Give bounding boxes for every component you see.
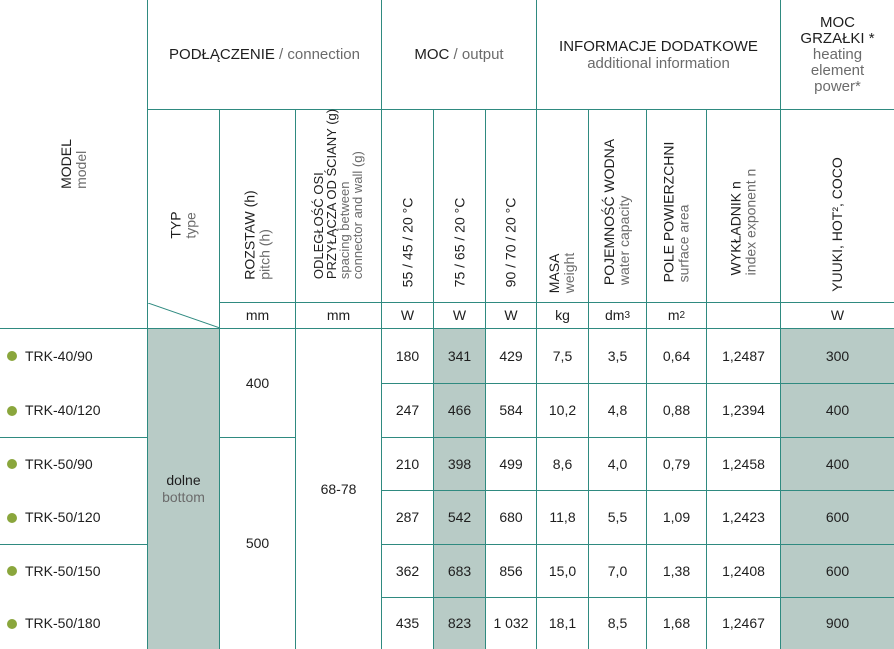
water-capacity-cell: 4,8 (607, 402, 628, 418)
mass-unit: kg (555, 307, 570, 323)
surface-unit: m 2 (667, 307, 686, 323)
output-55-unit: W (400, 307, 415, 323)
model-cell (0, 438, 154, 490)
mass-subheader: MASA weight (546, 252, 578, 294)
output-90-unit: W (504, 307, 518, 323)
type-subheader: TYP type (167, 211, 199, 239)
output-75-subheader: 75 / 65 / 20 °C (451, 197, 467, 288)
exponent-cell: 1,2423 (722, 509, 765, 525)
surface-area-cell: 1,38 (662, 562, 691, 579)
type-value: dolne bottom (162, 472, 205, 505)
output-75-unit: W (452, 307, 467, 323)
pitch-unit: mm (245, 307, 270, 323)
model-name: TRK-50/180 (25, 615, 101, 631)
surface-area-cell: 1,68 (662, 615, 691, 631)
mass-cell: 15,0 (548, 562, 577, 579)
type-unit-diagonal (148, 303, 220, 328)
water-capacity-subheader: POJEMNOŚĆ WODNA water capacity (601, 138, 633, 286)
bullet-icon (7, 351, 17, 361)
output-90-cell: 856 (499, 562, 523, 579)
connection-header: PODŁĄCZENIE / connection (169, 46, 360, 63)
model-cell (0, 329, 154, 383)
output-55-cell: 287 (395, 509, 420, 525)
additional-info-header: INFORMACJE DODATKOWE additional information (559, 37, 758, 72)
output-90-cell: 429 (499, 347, 523, 364)
surface-area-subheader: POLE POWIERZCHNI surface area (660, 141, 692, 283)
model-name: TRK-40/120 (25, 402, 101, 418)
heater-power-cell: 400 (825, 402, 850, 418)
output-75-cell: 823 (447, 615, 472, 631)
model-header: MODEL model (57, 139, 89, 189)
output-75-cell: 341 (447, 347, 472, 364)
mass-cell: 7,5 (552, 347, 573, 364)
exponent-subheader: WYKŁADNIK n index exponent n (727, 168, 759, 276)
heater-power-cell: 400 (825, 455, 850, 472)
output-75-cell: 683 (447, 562, 472, 579)
output-header: MOC / output (414, 46, 504, 63)
heater-types-subheader: YUUKI, HOT², COCO (829, 157, 845, 292)
exponent-cell: 1,2408 (722, 562, 765, 579)
water-capacity-cell: 3,5 (607, 347, 628, 364)
water-capacity-cell: 7,0 (607, 562, 628, 579)
water-capacity-cell: 8,5 (607, 615, 628, 631)
bullet-icon (7, 619, 17, 629)
model-name: TRK-40/90 (25, 347, 93, 364)
surface-area-cell: 0,79 (662, 455, 691, 472)
mass-cell: 11,8 (549, 509, 576, 525)
output-75-cell: 398 (447, 455, 472, 472)
output-55-cell: 210 (395, 455, 420, 472)
output-55-cell: 435 (395, 615, 420, 631)
spacing-subheader: ODLEGŁOŚĆ OSI PRZYŁĄCZA OD ŚCIANY (g) spacing between connector and wall (g) (311, 108, 366, 280)
output-55-subheader: 55 / 45 / 20 °C (399, 197, 415, 288)
output-90-subheader: 90 / 70 / 20 °C (502, 197, 519, 288)
bullet-icon (7, 406, 17, 416)
mass-cell: 10,2 (548, 402, 577, 418)
bullet-icon (7, 459, 17, 469)
pitch-value-400: 400 (245, 374, 270, 391)
output-75-cell: 542 (447, 509, 472, 525)
model-cell (0, 545, 154, 597)
spacing-unit: mm (326, 307, 351, 323)
exponent-cell: 1,2467 (722, 615, 765, 631)
surface-area-cell: 0,64 (662, 347, 691, 364)
model-name: TRK-50/90 (25, 455, 93, 472)
output-90-cell: 584 (499, 402, 523, 418)
heater-power-cell: 300 (825, 347, 850, 364)
pitch-subheader: ROZSTAW (h) pitch (h) (241, 190, 273, 280)
heater-unit: W (830, 307, 845, 323)
output-55-cell: 247 (395, 402, 420, 418)
surface-area-cell: 1,09 (662, 509, 691, 525)
mass-cell: 8,6 (552, 455, 573, 472)
model-name: TRK-50/150 (25, 562, 101, 579)
water-capacity-cell: 4,0 (607, 455, 628, 472)
bullet-icon (7, 513, 17, 523)
model-cell (0, 598, 154, 649)
heater-power-cell: 900 (825, 615, 850, 631)
model-cell (0, 491, 154, 544)
heating-element-header: MOC GRZAŁKI * heating element power* (800, 13, 875, 95)
pitch-value-500: 500 (245, 535, 270, 551)
model-name: TRK-50/120 (25, 509, 101, 525)
spacing-value: 68-78 (320, 480, 357, 497)
output-90-cell: 1 032 (493, 615, 529, 631)
heater-power-cell: 600 (825, 509, 850, 525)
output-75-cell: 466 (447, 402, 472, 418)
output-90-cell: 680 (499, 509, 523, 525)
water-unit: dm 3 (604, 307, 630, 323)
surface-area-cell: 0,88 (662, 402, 691, 418)
exponent-cell: 1,2394 (722, 402, 765, 418)
output-55-cell: 180 (395, 347, 420, 364)
mass-cell: 18,1 (548, 615, 577, 631)
model-cell (0, 384, 154, 437)
exponent-cell: 1,2458 (722, 455, 765, 472)
heater-power-cell: 600 (825, 562, 850, 579)
output-55-cell: 362 (395, 562, 420, 579)
exponent-cell: 1,2487 (722, 347, 765, 364)
output-90-cell: 499 (499, 455, 523, 472)
bullet-icon (7, 566, 17, 576)
water-capacity-cell: 5,5 (607, 509, 628, 525)
